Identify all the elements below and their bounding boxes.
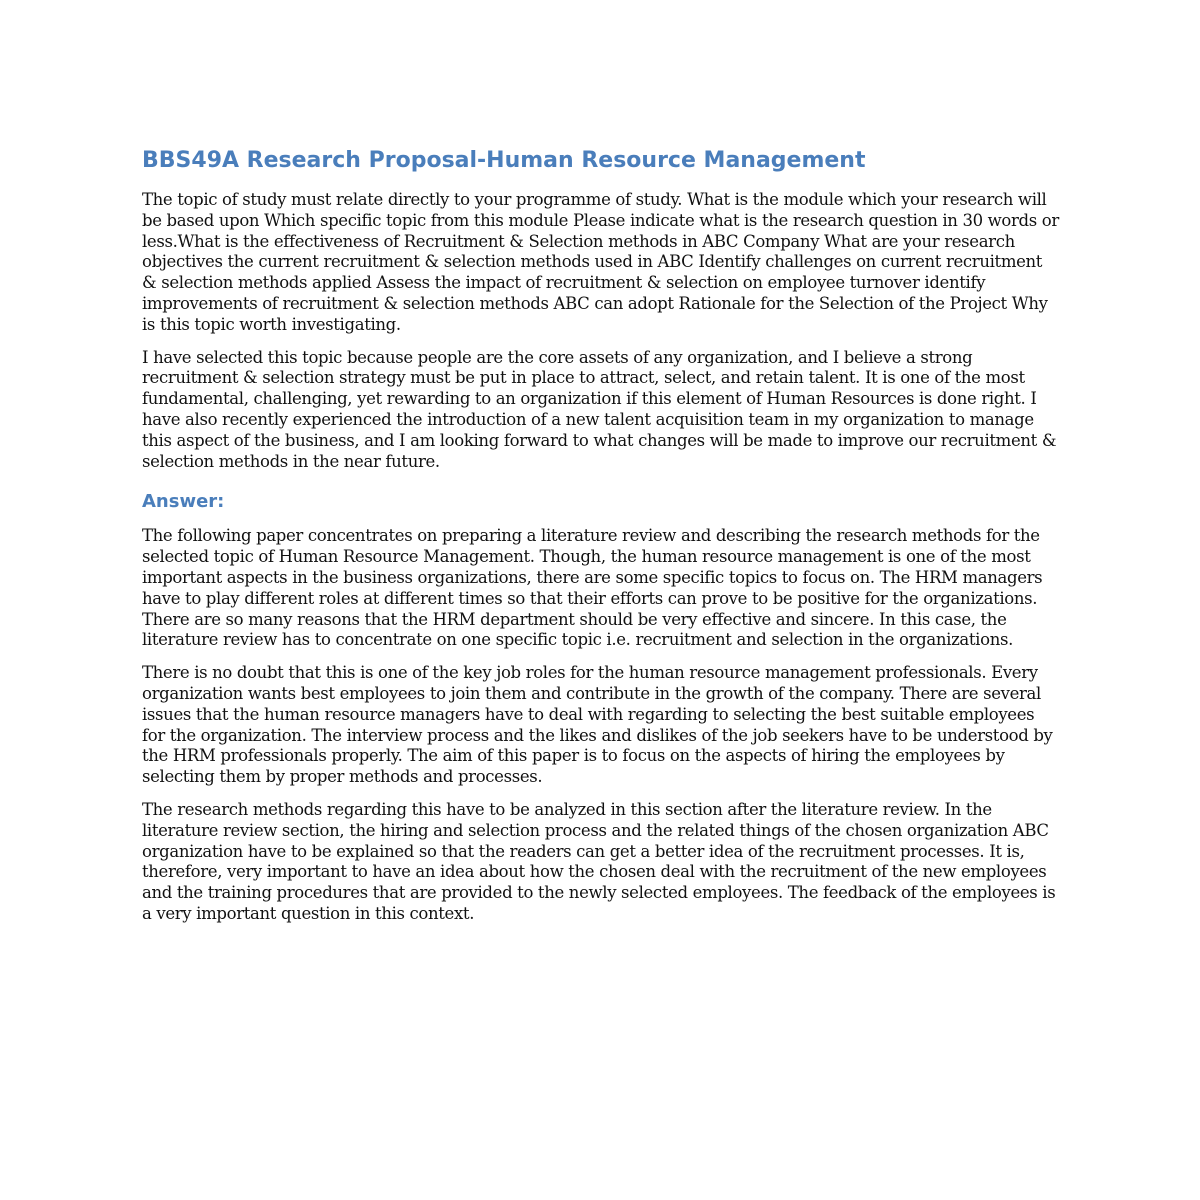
- intro-paragraph-1: The topic of study must relate directly to your programme of study. What is the module which your research will be based upon Which specific topic from this module Please indicate what is the research question in 30 words or less.What is the effectiveness of Recruitment & Selection methods in ABC Company What are your research objectives the current recruitment & selection methods used in ABC Identify challenges on current recruitment & selection methods applied Assess the impact of recruitment & selection on employee turnover identify improvements of recruitment & selection methods ABC can adopt Rationale for the Selection of the Project Why is this topic worth investigating.: [142, 190, 1059, 334]
- answer-paragraph-1: The following paper concentrates on preparing a literature review and describing the research methods for the selected topic of Human Resource Management. Though, the human resource management is one of the most important aspects in the business organizations, there are some specific topics to focus on. The HRM managers have to play different roles at different times so that their efforts can prove to be positive for the organizations. There are so many reasons that the HRM department should be very effective and sincere. In this case, the literature review has to concentrate on one specific topic i.e. recruitment and selection in the organizations.: [142, 526, 1043, 650]
- answer-paragraph-2: There is no doubt that this is one of the key job roles for the human resource management professionals. Every organization wants best employees to join them and contribute in the growth of the company. There are several issues that the human resource managers have to deal with regarding to selecting the best suitable employees for the organization. The interview process and the likes and dislikes of the job seekers have to be understood by the HRM professionals properly. The aim of this paper is to focus on the aspects of hiring the employees by selecting them by proper methods and processes.: [142, 663, 1053, 787]
- document-title: BBS49A Research Proposal-Human Resource Management: [142, 148, 866, 173]
- intro-paragraph-2: I have selected this topic because people are the core assets of any organization, and I believe a strong recruitment & selection strategy must be put in place to attract, select, and retain talent. It is one of the most fundamental, challenging, yet rewarding to an organization if this element of Human Resources is done right. I have also recently experienced the introduction of a new talent acquisition team in my organization to manage this aspect of the business, and I am looking forward to what changes will be made to improve our recruitment & selection methods in the near future.: [142, 347, 1057, 471]
- answer-heading: Answer:: [142, 491, 225, 513]
- answer-paragraph-3: The research methods regarding this have to be analyzed in this section after the literature review. In the literature review section, the hiring and selection process and the related things of the chosen organization ABC organization have to be explained so that the readers can get a better idea of the recruitment processes. It is, therefore, very important to have an idea about how the chosen deal with the recruitment of the new employees and the training procedures that are provided to the newly selected employees. The feedback of the employees is a very important question in this context.: [142, 799, 1056, 923]
